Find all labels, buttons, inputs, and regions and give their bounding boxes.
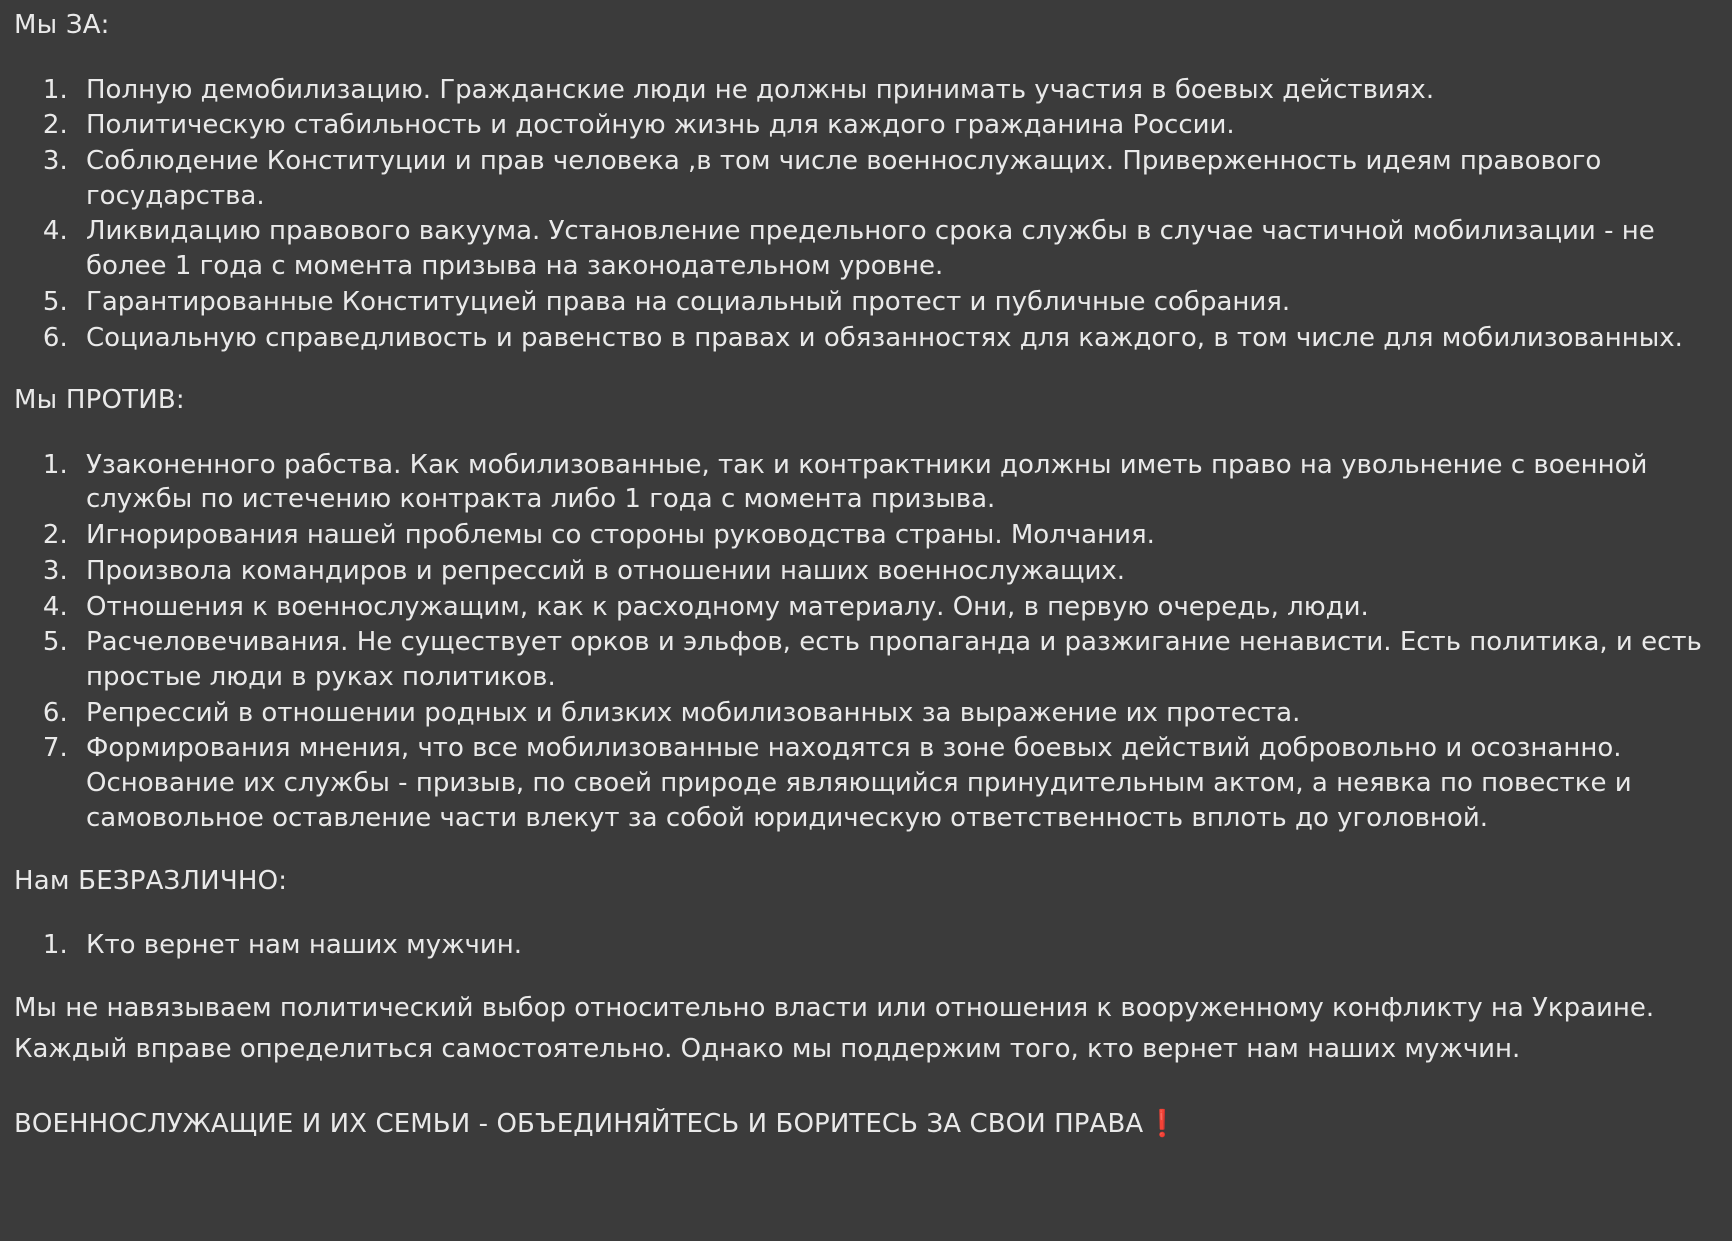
section-heading: Мы ЗА:	[14, 10, 110, 40]
list-item: 4. Ликвидацию правового вакуума. Установление предельного срока службы в случае частичной мобилизации - не более 1 года с момента призыва на законодательном уровне.	[76, 214, 1718, 283]
section-heading: Мы ПРОТИВ:	[14, 385, 185, 416]
exclamation-icon: ❗	[1146, 1108, 1179, 1139]
section-heading: Нам БЕЗРАЗЛИЧНО:	[14, 865, 288, 896]
list-item: 2. Политическую стабильность и достойную жизнь для каждого гражданина России.	[76, 108, 1718, 143]
list-item: 3. Произвола командиров и репрессий в отношении наших военнослужащих.	[76, 554, 1718, 589]
section-we-support	[14, 8, 1718, 355]
list-item: 5. Расчеловечивания. Не существует орков и эльфов, есть пропаганда и разжигание ненависти. Есть политика, и есть простые люди в руках политиков.	[76, 625, 1718, 694]
call-to-action-text: ВОЕННОСЛУЖАЩИЕ И ИХ СЕМЬИ - ОБЪЕДИНЯЙТЕСЬ И БОРИТЕСЬ ЗА СВОИ ПРАВА	[14, 1108, 1144, 1139]
list-item: 1. Полную демобилизацию. Гражданские люди не должны принимать участия в боевых действиях.	[76, 73, 1718, 108]
list-item: 5. Гарантированные Конституцией права на социальный протест и публичные собрания.	[76, 285, 1718, 320]
paragraph: Мы не навязываем политический выбор относительно власти или отношения к вооруженному конфликту на Украине.	[14, 992, 1655, 1023]
list-item: 6. Социальную справедливость и равенство в правах и обязанностях для каждого, в том числе для мобилизованных.	[76, 321, 1718, 356]
list-we-support	[14, 73, 1718, 356]
list-we-oppose	[14, 448, 1718, 836]
section-we-are-indifferent	[14, 864, 1718, 963]
list-we-are-indifferent	[14, 928, 1718, 963]
list-item: 7. Формирования мнения, что все мобилизованные находятся в зоне боевых действий добровольно и осознанно. Основание их службы - призыв, по своей природе являющийся принудительным актом, а неявка по повестке и самовольное оставление части влекут за собой юридическую ответственность вплоть до уголовной.	[76, 731, 1718, 835]
list-item: 1. Узаконенного рабства. Как мобилизованные, так и контрактники должны иметь право на увольнение с военной службы по истечению контракта либо 1 года с момента призыва.	[76, 448, 1718, 517]
call-to-action	[14, 1107, 1718, 1142]
paragraph: Каждый вправе определиться самостоятельно. Однако мы поддержим того, кто вернет нам наших мужчин.	[14, 1033, 1521, 1064]
list-item: 3. Соблюдение Конституции и прав человека ,в том числе военнослужащих. Приверженность идеям правового государства.	[76, 144, 1718, 213]
list-item: 1. Кто вернет нам наших мужчин.	[76, 928, 1718, 963]
list-item: 2. Игнорирования нашей проблемы со стороны руководства страны. Молчания.	[76, 518, 1718, 553]
section-we-oppose	[14, 383, 1718, 835]
list-item: 6. Репрессий в отношении родных и близких мобилизованных за выражение их протеста.	[76, 696, 1718, 731]
closing-paragraphs	[14, 991, 1718, 1067]
list-item: 4. Отношения к военнослужащим, как к расходному материалу. Они, в первую очередь, люди.	[76, 590, 1718, 625]
